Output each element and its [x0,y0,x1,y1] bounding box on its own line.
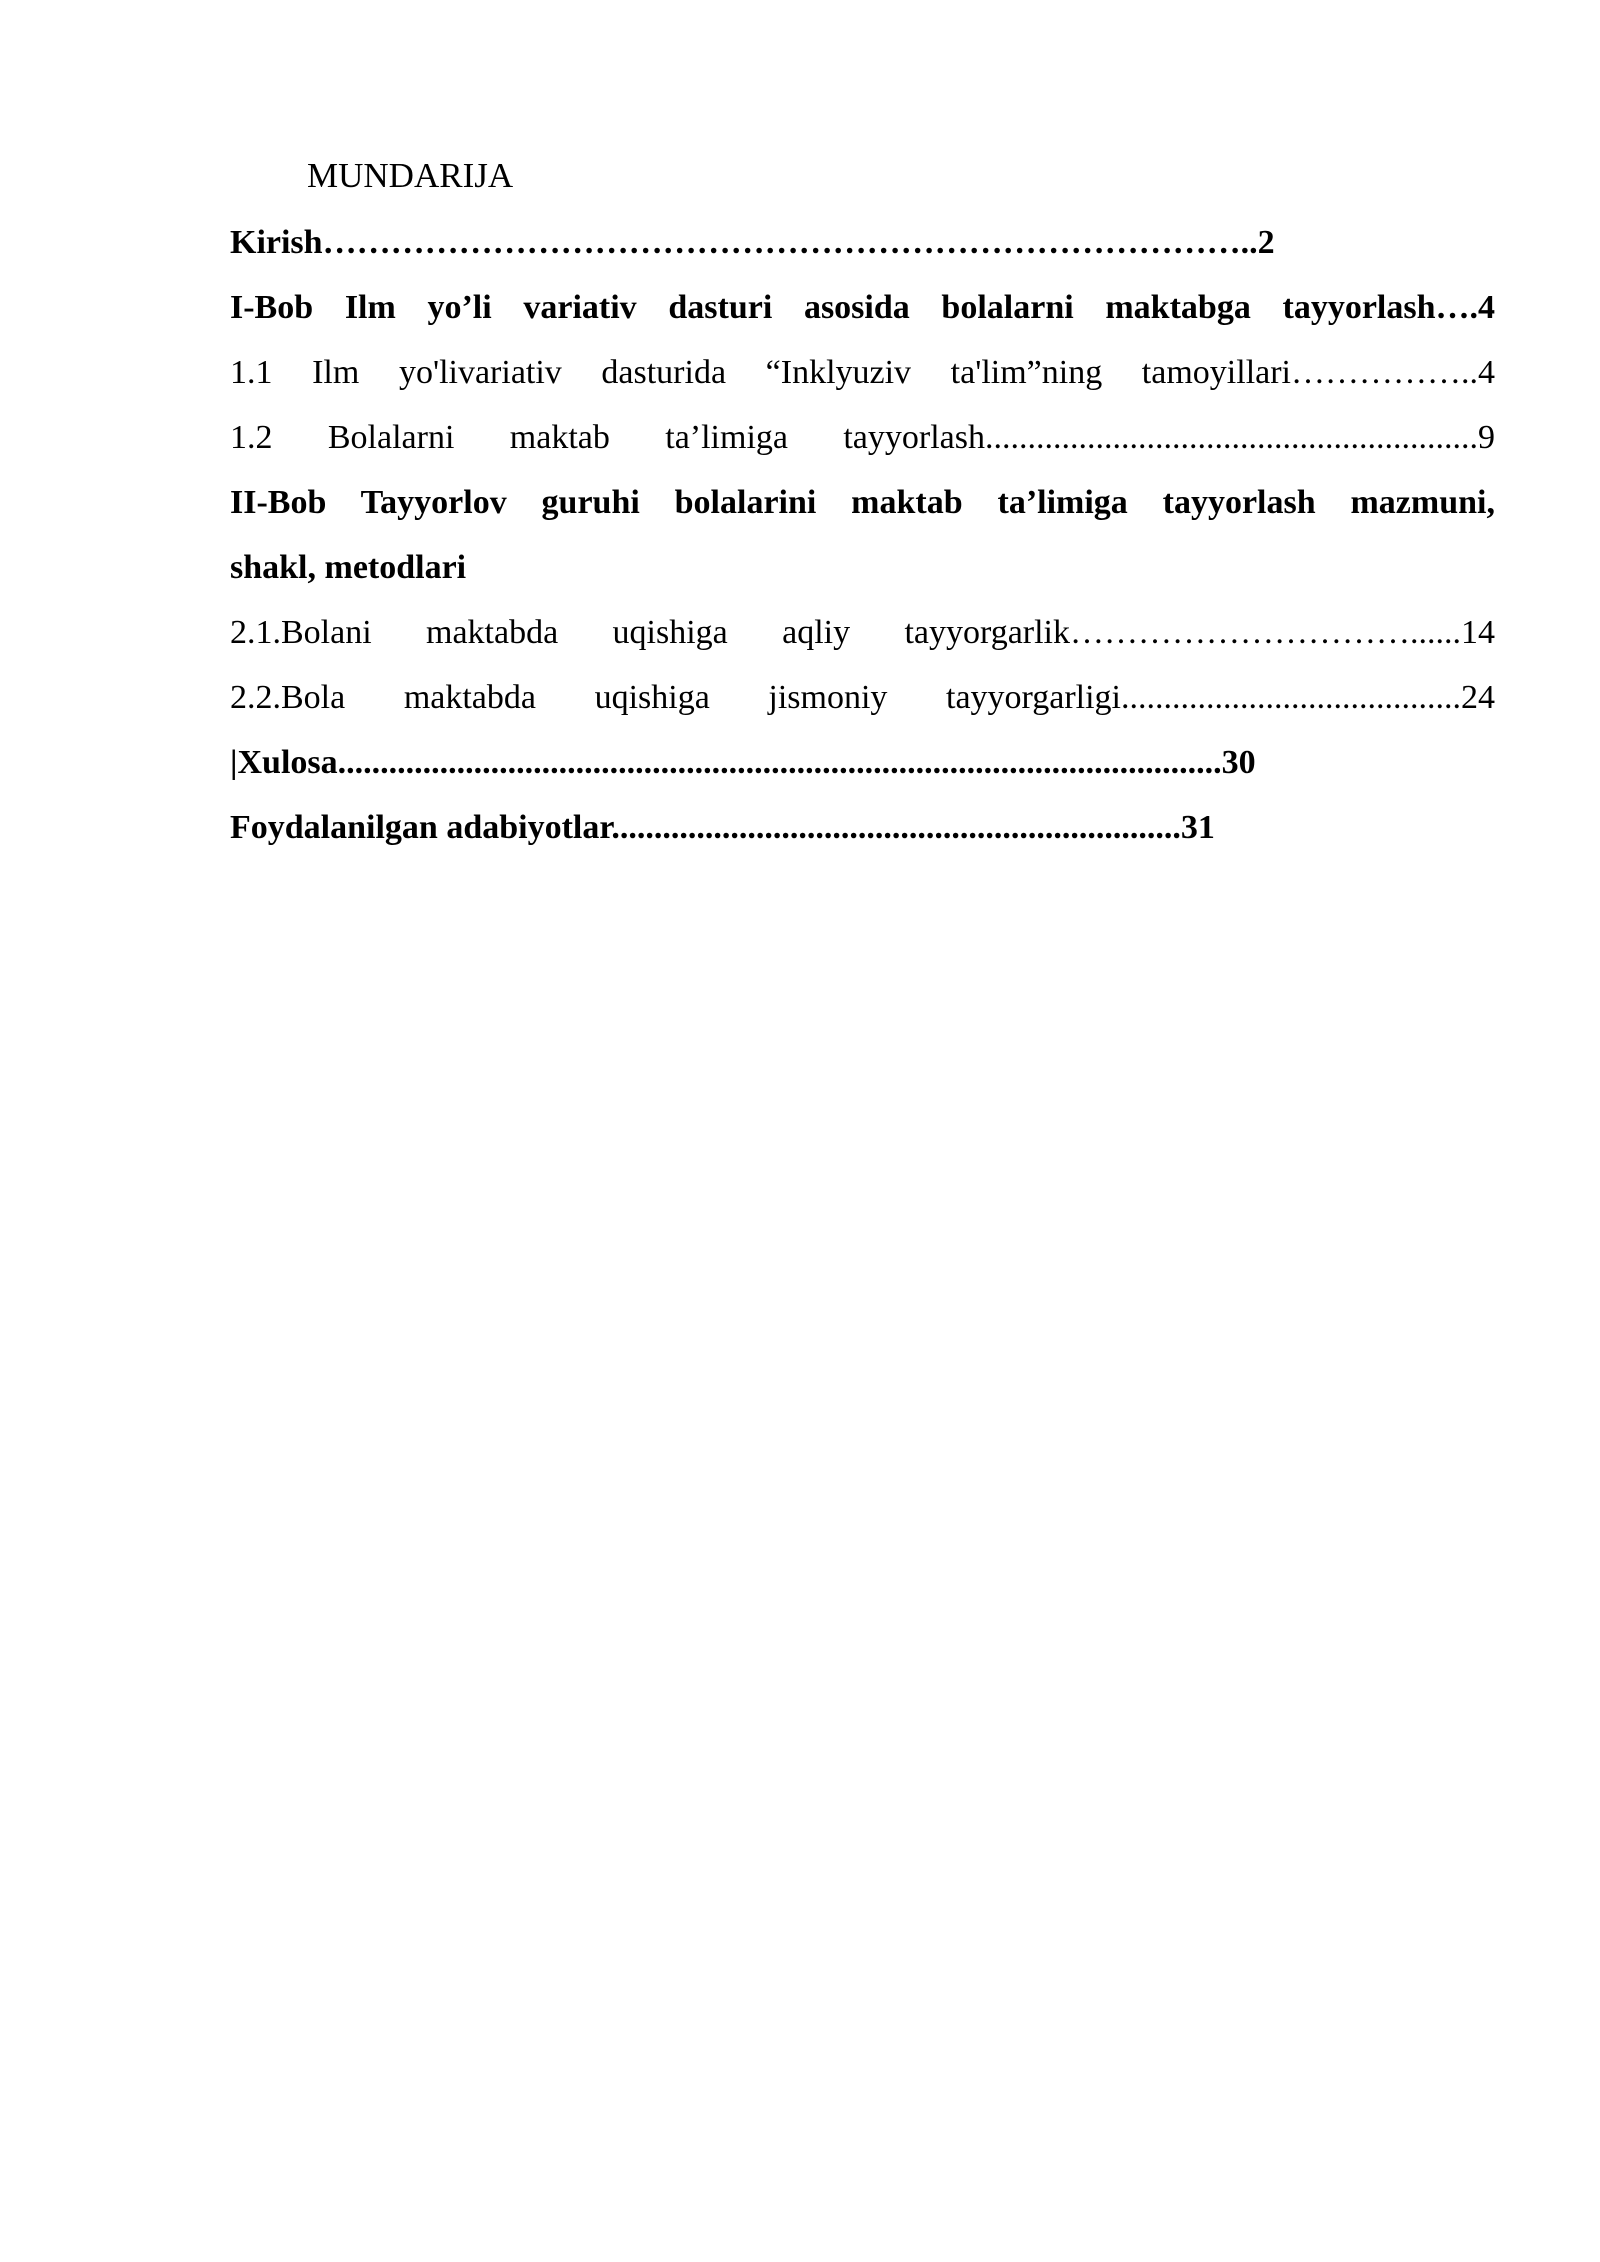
toc-entry-section-1-1: 1.1 Ilm yo'livariativ dasturida “Inklyuziv ta'lim”ning tamoyillari……………..4 [230,354,1495,391]
toc-title: MUNDARIJA [307,156,514,195]
toc-entry-chapter-2-line-2: shakl, metodlari [230,549,467,586]
toc-entry-introduction: Kirish………………………………………………………………………..2 [230,224,1275,261]
toc-entry-section-2-2: 2.2.Bola maktabda uqishiga jismoniy tayyorgarligi........................................24 [230,679,1495,716]
table-of-contents [230,150,1495,860]
toc-entry-conclusion: |Xulosa........................................................................................................30 [230,744,1256,781]
toc-entry-chapter-1: I-Bob Ilm yo’li variativ dasturi asosida bolalarni maktabga tayyorlash….4 [230,289,1495,326]
toc-entry-references: Foydalanilgan adabiyotlar...................................................................31 [230,809,1215,846]
toc-entry-section-1-2: 1.2 Bolalarni maktab ta’limiga tayyorlash..........................................................9 [230,419,1495,456]
toc-entry-section-2-1: 2.1.Bolani maktabda uqishiga aqliy tayyorgarlik…………………………......14 [230,614,1495,651]
toc-entry-chapter-2-line-1: II-Bob Tayyorlov guruhi bolalarini maktab ta’limiga tayyorlash mazmuni, [230,484,1495,521]
